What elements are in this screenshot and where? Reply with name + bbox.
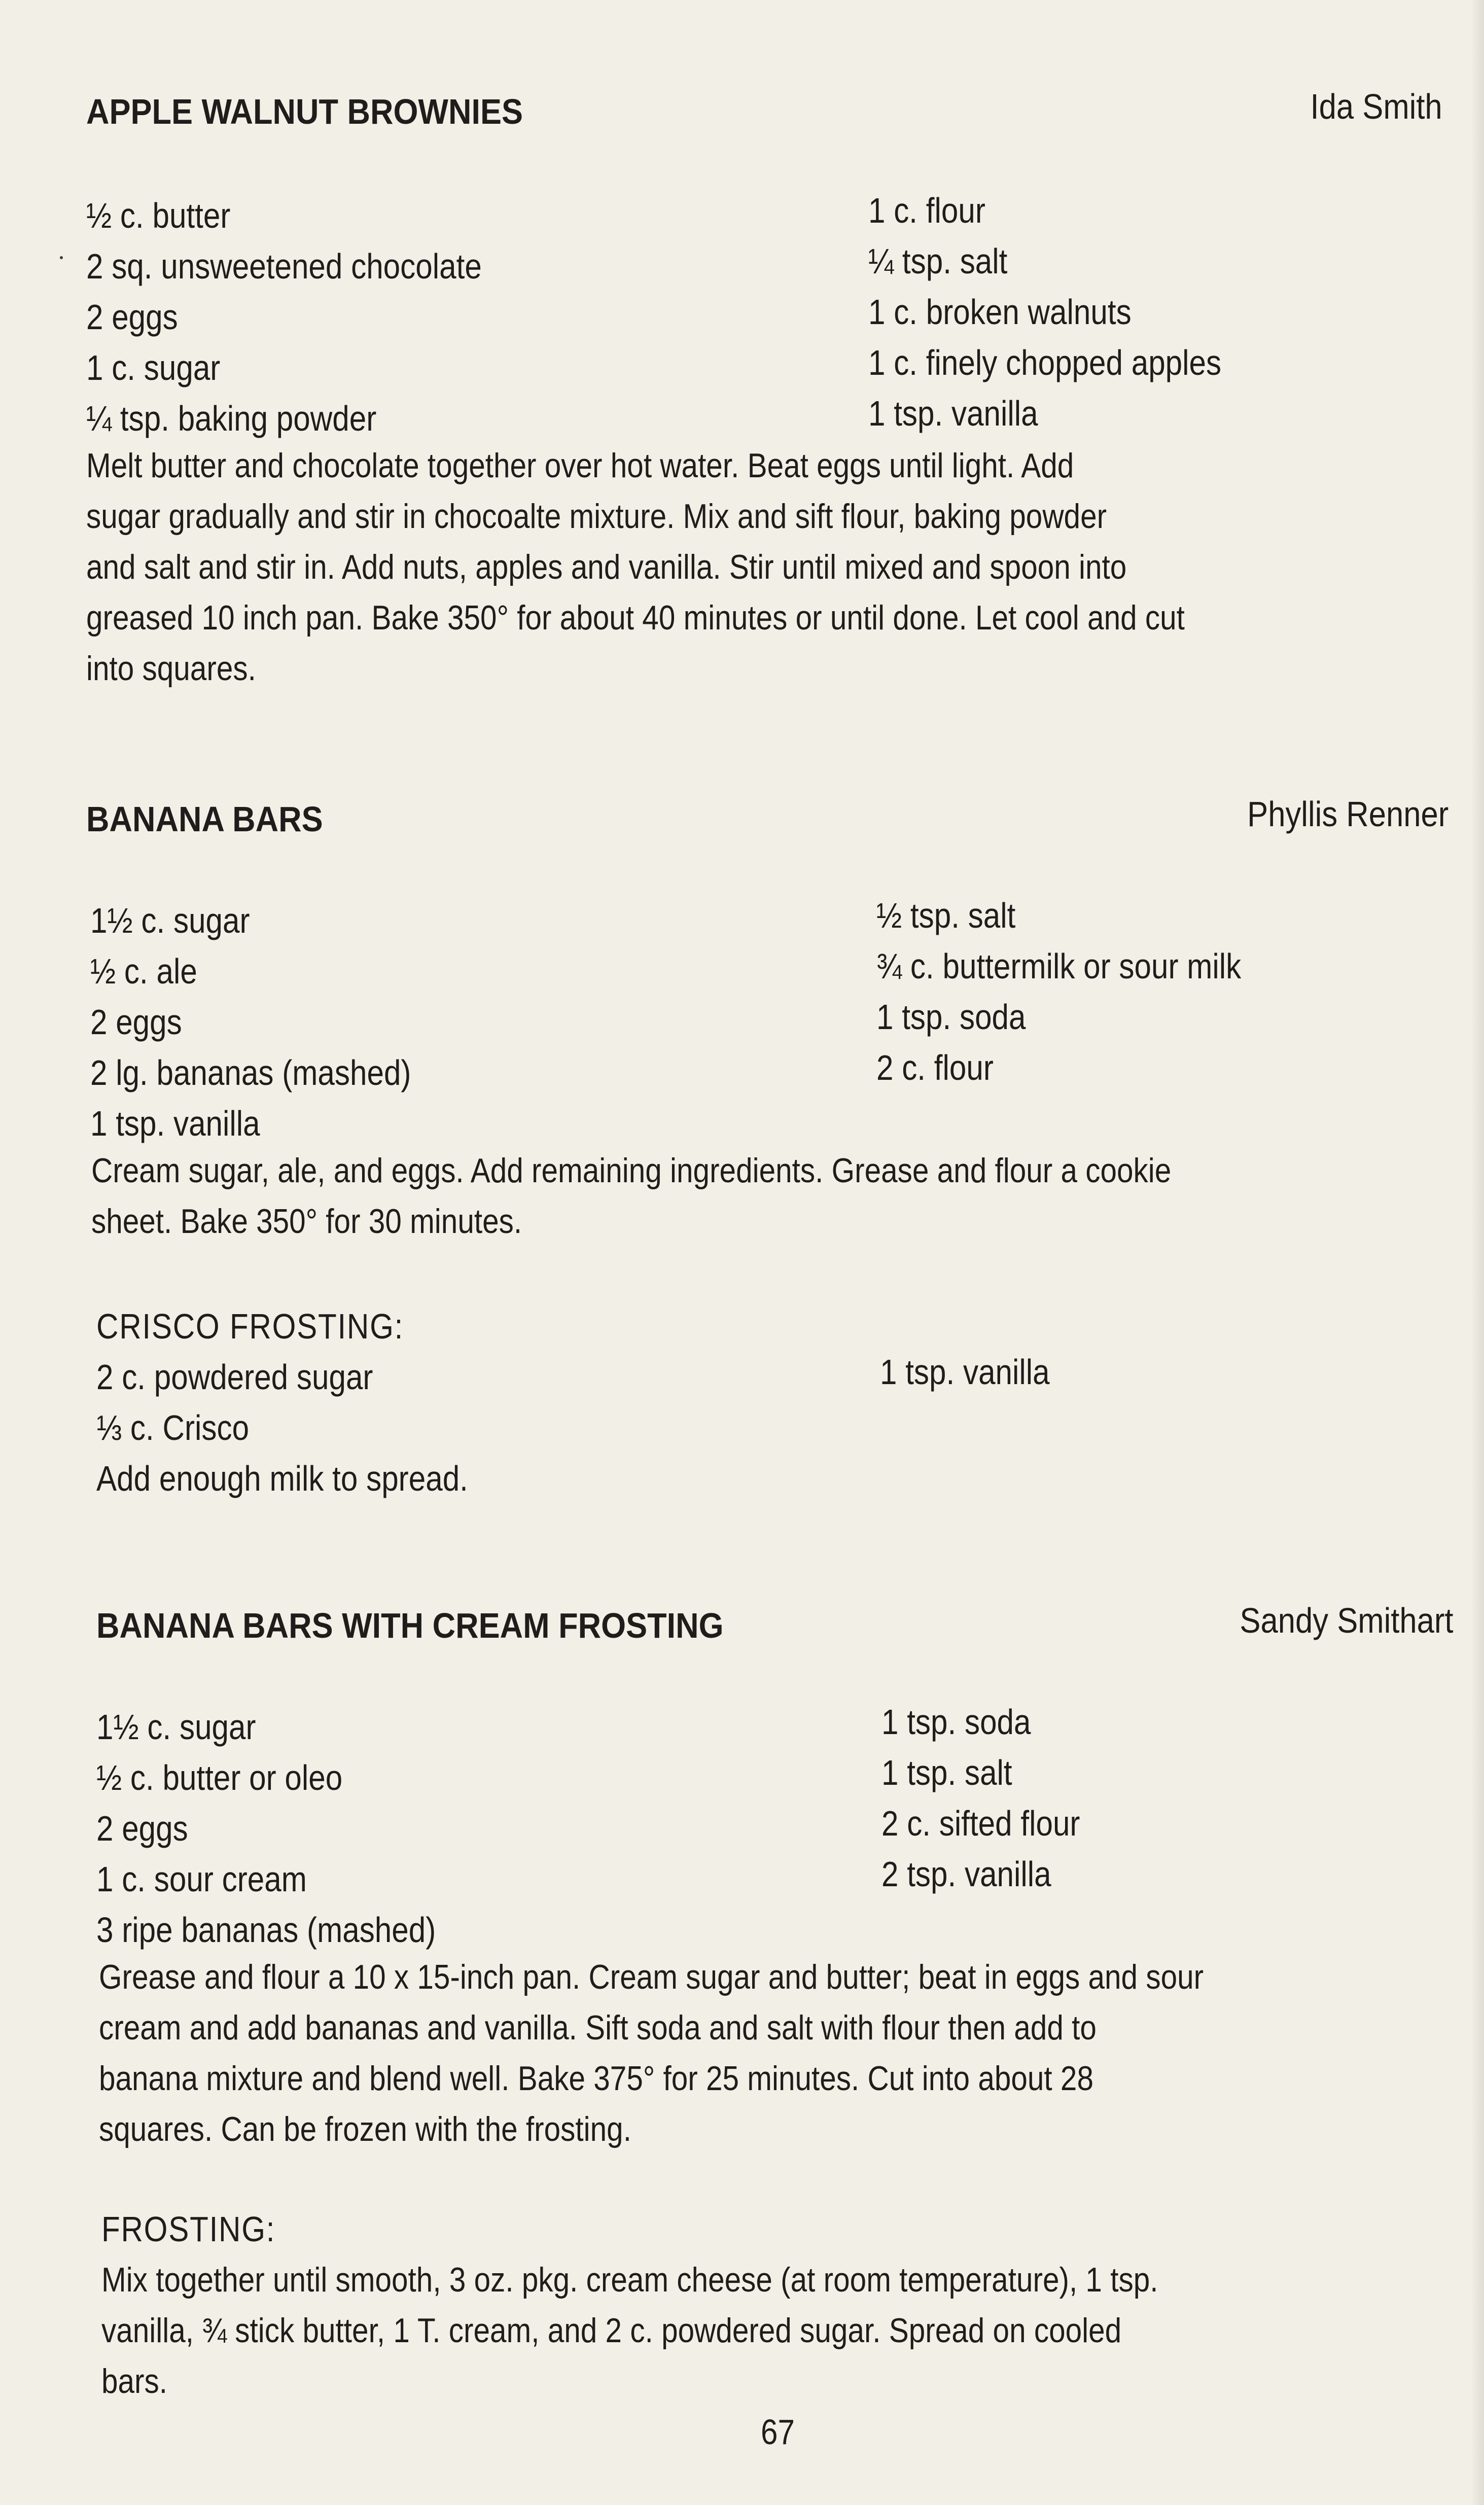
ingredient: ½ c. ale	[90, 951, 197, 991]
ingredient: 1 tsp. soda	[876, 997, 1026, 1037]
ingredient: 1 tsp. vanilla	[868, 394, 1038, 433]
ingredient: 2 lg. bananas (mashed)	[90, 1053, 411, 1092]
ingredient: 1 c. flour	[868, 191, 985, 230]
ingredient: 2 c. sifted flour	[881, 1804, 1080, 1843]
ingredient: 1 c. sour cream	[96, 1859, 307, 1899]
directions-line: bars.	[101, 2362, 168, 2401]
ingredient: 1½ c. sugar	[90, 901, 250, 940]
ingredient: 1 c. broken walnuts	[868, 292, 1132, 332]
directions-line: cream and add bananas and vanilla. Sift soda and salt with flour then add to	[99, 2008, 1097, 2047]
ingredient: ⅓ c. Crisco	[96, 1408, 250, 1448]
ingredient: ½ c. butter	[86, 196, 231, 235]
directions-line: greased 10 inch pan. Bake 350° for about 40 minutes or until done. Let cool and cut	[86, 598, 1185, 637]
ingredient: 1 tsp. salt	[881, 1753, 1012, 1792]
directions-line: Cream sugar, ale, and eggs. Add remaining ingredients. Grease and flour a cookie	[91, 1151, 1172, 1190]
ingredient: ½ c. butter or oleo	[96, 1758, 343, 1797]
ingredient: 1½ c. sugar	[96, 1707, 256, 1747]
subsection-heading: FROSTING:	[101, 2209, 276, 2249]
ink-speck	[60, 256, 63, 259]
ingredient: 1 c. finely chopped apples	[868, 343, 1222, 382]
ingredient: 1 c. sugar	[86, 348, 221, 387]
recipe-author: Ida Smith	[1310, 87, 1442, 126]
recipe-title: APPLE WALNUT BROWNIES	[86, 92, 523, 131]
recipe-author: Sandy Smithart	[1240, 1601, 1454, 1640]
recipe-title: BANANA BARS WITH CREAM FROSTING	[96, 1606, 724, 1645]
ingredient: 3 ripe bananas (mashed)	[96, 1910, 436, 1950]
ingredient: 1 tsp. soda	[881, 1702, 1031, 1742]
ingredient: 2 eggs	[90, 1002, 182, 1042]
recipe-title: BANANA BARS	[86, 799, 323, 839]
ingredient: 2 eggs	[86, 297, 178, 337]
ingredient: 2 c. powdered sugar	[96, 1357, 373, 1397]
subsection-heading: CRISCO FROSTING:	[96, 1307, 404, 1346]
directions-line: banana mixture and blend well. Bake 375° for 25 minutes. Cut into about 28	[99, 2059, 1093, 2098]
directions-line: Melt butter and chocolate together over hot water. Beat eggs until light. Add	[86, 446, 1074, 485]
ingredient: 2 tsp. vanilla	[881, 1854, 1051, 1894]
ingredient: ¼ tsp. baking powder	[86, 399, 377, 438]
ingredient: ¾ c. buttermilk or sour milk	[876, 946, 1242, 986]
page-number: 67	[761, 2412, 795, 2452]
ingredient: ½ tsp. salt	[876, 896, 1016, 935]
ingredient: ¼ tsp. salt	[868, 241, 1008, 281]
page-binding-shadow	[1471, 0, 1484, 2505]
recipe-author: Phyllis Renner	[1247, 794, 1448, 834]
directions-line: Grease and flour a 10 x 15-inch pan. Cream sugar and butter; beat in eggs and sour	[99, 1958, 1204, 1996]
ingredient: 1 tsp. vanilla	[90, 1104, 260, 1143]
ingredient: Add enough milk to spread.	[96, 1459, 468, 1498]
directions-line: vanilla, ¾ stick butter, 1 T. cream, and 2 c. powdered sugar. Spread on cooled	[101, 2311, 1122, 2350]
directions-line: Mix together until smooth, 3 oz. pkg. cream cheese (at room temperature), 1 tsp.	[101, 2261, 1158, 2299]
ingredient: 1 tsp. vanilla	[880, 1352, 1050, 1392]
directions-line: sheet. Bake 350° for 30 minutes.	[91, 1202, 522, 1241]
ingredient: 2 eggs	[96, 1809, 188, 1848]
directions-line: into squares.	[86, 649, 256, 688]
directions-line: sugar gradually and stir in chocoalte mixture. Mix and sift flour, baking powder	[86, 497, 1107, 536]
directions-line: and salt and stir in. Add nuts, apples and vanilla. Stir until mixed and spoon into	[86, 548, 1127, 586]
ingredient: 2 c. flour	[876, 1048, 994, 1087]
ingredient: 2 sq. unsweetened chocolate	[86, 246, 482, 286]
directions-line: squares. Can be frozen with the frosting.	[99, 2110, 631, 2148]
